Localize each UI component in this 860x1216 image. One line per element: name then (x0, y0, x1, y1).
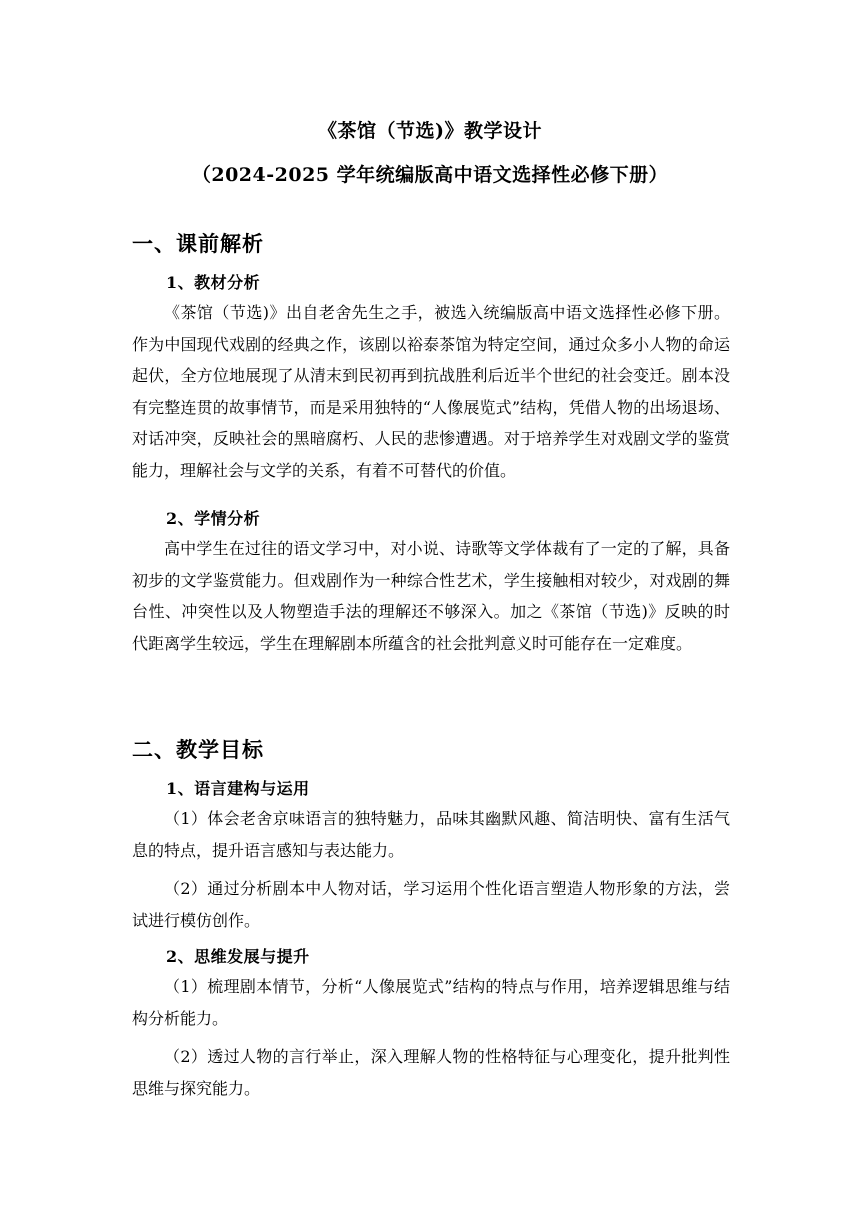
subsection-heading-textbook-analysis: 1、教材分析 (166, 273, 261, 292)
document-subtitle: （2024-2025 学年统编版高中语文选择性必修下册） (191, 164, 669, 186)
paragraph-student-analysis: 高中学生在过往的语文学习中，对小说、诗歌等文学体裁有了一定的了解，具备初步的文学鉴赏能力。但戏剧作为一种综合性艺术，学生接触相对较少，对戏剧的舞台性、冲突性以及人物塑造手法的理解还不够深入。加之《茶馆（节选)》反映的时代距离学生较远，学生在理解剧本所蕴含的社会批判意义时可能存在一定难度。 (132, 539, 730, 653)
subsection-heading-thinking: 2、思维发展与提升 (166, 947, 310, 966)
paragraph-thinking-objective-1: （1）梳理剧本情节，分析“人像展览式”结构的特点与作用，培养逻辑思维与结构分析能力。 (132, 977, 730, 1028)
document-title: 《茶馆（节选)》教学设计 (318, 120, 542, 142)
paragraph-textbook-analysis: 《茶馆（节选)》出自老舍先生之手，被选入统编版高中语文选择性必修下册。作为中国现代戏剧的经典之作，该剧以裕泰茶馆为特定空间，通过众多小人物的命运起伏，全方位地展现了从清末到民初再到抗战胜利后近半个世纪的社会变迁。剧本没有完整连贯的故事情节，而是采用独特的“人像展览式”结构，凭借人物的出场退场、对话冲突，反映社会的黑暗腐朽、人民的悲惨遭遇。对于培养学生对戏剧文学的鉴赏能力，理解社会与文学的关系，有着不可替代的价值。 (132, 303, 730, 480)
paragraph-language-objective-1: （1）体会老舍京味语言的独特魅力，品味其幽默风趣、简洁明快、富有生活气息的特点，提升语言感知与表达能力。 (132, 809, 730, 860)
subsection-heading-student-analysis: 2、学情分析 (166, 509, 261, 528)
paragraph-thinking-objective-2: （2）透过人物的言行举止，深入理解人物的性格特征与心理变化，提升批判性思维与探究能力。 (132, 1047, 730, 1098)
section-heading-pre-class-analysis: 一、课前解析 (132, 231, 264, 256)
paragraph-language-objective-2: （2）通过分析剧本中人物对话，学习运用个性化语言塑造人物形象的方法，尝试进行模仿创作。 (132, 879, 730, 930)
subsection-heading-language: 1、语言建构与运用 (166, 779, 310, 798)
section-heading-teaching-objectives: 二、教学目标 (132, 737, 264, 762)
